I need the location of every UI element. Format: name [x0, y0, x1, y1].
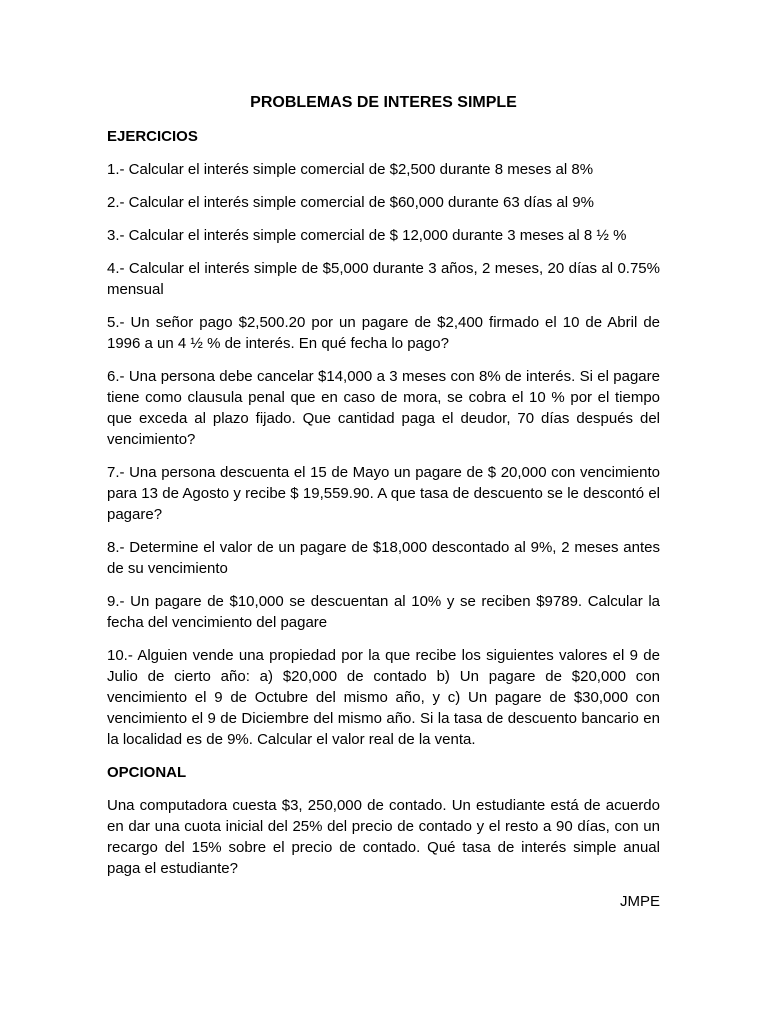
document-title: PROBLEMAS DE INTERES SIMPLE [250, 94, 517, 111]
problem-3: 3.- Calcular el interés simple comercial de $ 12,000 durante 3 meses al 8 ½ % [107, 227, 627, 244]
author-signature: JMPE [619, 893, 660, 910]
problem-6: 6.- Una persona debe cancelar $14,000 a 3 meses con 8% de interés. Si el pagare tiene como clausula penal que en caso de mora, se cobra el 10 % por el tiempo que exceda al plazo fijado. Que cantidad paga el deudor, 70 días después del vencimiento? [107, 368, 660, 448]
problem-8: 8.- Determine el valor de un pagare de $18,000 descontado al 9%, 2 meses antes de su vencimiento [107, 539, 660, 577]
problem-4: 4.- Calcular el interés simple de $5,000 durante 3 años, 2 meses, 20 días al 0.75% mensual [107, 260, 660, 298]
problem-9: 9.- Un pagare de $10,000 se descuentan al 10% y se reciben $9789. Calcular la fecha del vencimiento del pagare [107, 593, 660, 631]
optional-problem: Una computadora cuesta $3, 250,000 de contado. Un estudiante está de acuerdo en dar una cuota inicial del 25% del precio de contado y el resto a 90 días, con un recargo del 15% sobre el precio de contado. Qué tasa de interés simple anual paga el estudiante? [107, 797, 660, 877]
problem-10: 10.- Alguien vende una propiedad por la que recibe los siguientes valores el 9 de Julio de cierto año: a) $20,000 de contado b) Un pagare de $20,000 con vencimiento el 9 de Octubre del mismo año, y c) Un pagare de $30,000 con vencimiento el 9 de Diciembre del mismo año. Si la tasa de descuento bancario en la localidad es de 9%. Calcular el valor real de la venta. [107, 647, 660, 748]
problem-5: 5.- Un señor pago $2,500.20 por un pagare de $2,400 firmado el 10 de Abril de 1996 a un 4 ½ % de interés. En qué fecha lo pago? [107, 314, 660, 352]
problem-7: 7.- Una persona descuenta el 15 de Mayo un pagare de $ 20,000 con vencimiento para 13 de Agosto y recibe $ 19,559.90. A que tasa de descuento se le descontó el pagare? [107, 464, 660, 523]
section-heading-exercises: EJERCICIOS [107, 128, 198, 145]
problem-1: 1.- Calcular el interés simple comercial de $2,500 durante 8 meses al 8% [107, 161, 594, 178]
problem-2: 2.- Calcular el interés simple comercial de $60,000 durante 63 días al 9% [107, 194, 594, 211]
section-heading-optional: OPCIONAL [107, 764, 187, 781]
